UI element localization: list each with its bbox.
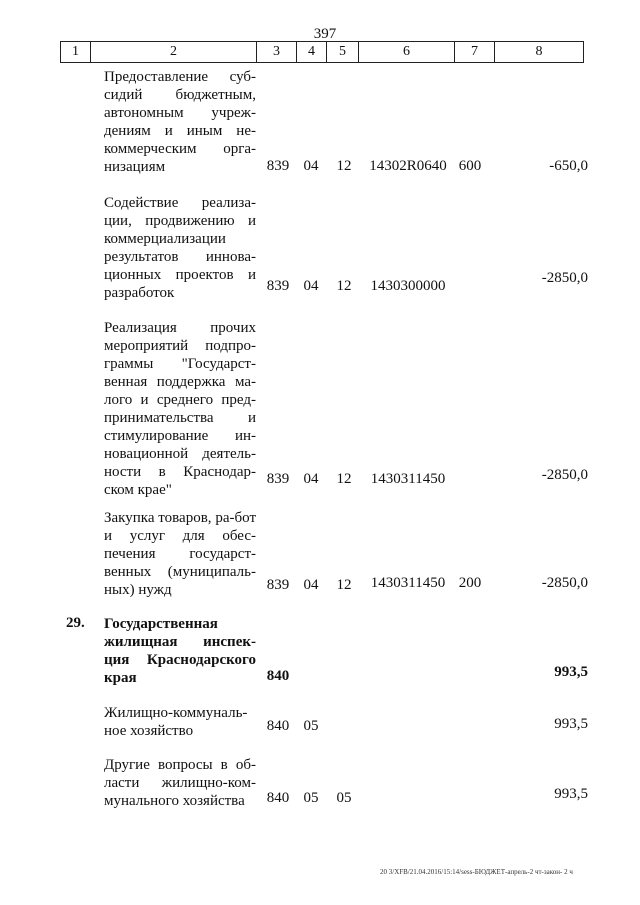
row-name: Другие вопросы в об-ласти жилищно-ком-мунального хозяйства [104, 757, 256, 809]
cell-amount: -2850,0 [541, 575, 588, 591]
cell-expense-type: 600 [458, 158, 482, 174]
cell-section: 04 [303, 577, 319, 593]
column-header: 4 [297, 42, 327, 62]
cell-section: 05 [303, 790, 319, 806]
cell-section: 04 [303, 278, 319, 294]
cell-target: 1430311450 [370, 575, 446, 591]
cell-subsection: 12 [336, 577, 352, 593]
footer-stamp: 20 3/XFB/21.04.2016/15:14/sess-БЮДЖЕТ-апрель-2 чт-закон- 2 ч [380, 868, 573, 876]
cell-amount: 993,5 [554, 664, 588, 680]
cell-ministry: 839 [266, 577, 290, 593]
row-name: Закупка товаров, ра-бот и услуг для обес-печения государст-венных (муниципаль-ных) нужд [104, 510, 256, 598]
cell-expense-type: 200 [458, 575, 482, 591]
column-header: 6 [359, 42, 455, 62]
cell-subsection: 05 [336, 790, 352, 806]
cell-subsection: 12 [336, 471, 352, 487]
cell-ministry: 840 [266, 790, 290, 806]
table-header [60, 41, 584, 63]
cell-amount: 993,5 [554, 786, 588, 802]
cell-ministry: 839 [266, 278, 290, 294]
cell-ministry: 840 [266, 718, 290, 734]
cell-ministry: 839 [266, 471, 290, 487]
row-name: Реализация прочих мероприятий подпро-граммы "Государст-венная поддержка ма-лого и среднего пред-принимательства и стимулирование ин-новационной деятель-ности в Краснодар-ском крае" [104, 320, 256, 498]
column-header: 5 [327, 42, 359, 62]
cell-amount: -2850,0 [541, 467, 588, 483]
cell-subsection: 12 [336, 278, 352, 294]
section-number: 29. [66, 615, 85, 631]
column-header: 8 [535, 44, 543, 59]
cell-section: 04 [303, 471, 319, 487]
cell-section: 05 [303, 718, 319, 734]
column-header: 2 [91, 42, 257, 62]
cell-subsection: 12 [336, 158, 352, 174]
row-name: Государственная жилищная инспек-ция Краснодарского края [104, 616, 256, 686]
column-header: 1 [61, 42, 91, 62]
cell-amount: -2850,0 [541, 270, 588, 286]
cell-ministry: 840 [266, 668, 290, 684]
column-header: 7 [455, 42, 495, 62]
cell-amount: -650,0 [549, 158, 588, 174]
cell-amount: 993,5 [554, 716, 588, 732]
column-header: 3 [257, 42, 297, 62]
cell-target: 1430311450 [370, 471, 446, 487]
row-name: Жилищно-коммуналь-ное хозяйство [104, 705, 248, 739]
page-number: 397 [313, 26, 337, 42]
cell-section: 04 [303, 158, 319, 174]
row-name: Предоставление суб-сидий бюджетным, автономным учреж-дениям и иным не-коммерческим орга-низациям [104, 69, 256, 175]
row-name: Содействие реализа-ции, продвижению и коммерциализации результатов иннова-ционных проектов и разработок [104, 195, 256, 301]
cell-target: 14302R0640 [369, 158, 447, 174]
cell-target: 1430300000 [370, 278, 446, 294]
cell-ministry: 839 [266, 158, 290, 174]
